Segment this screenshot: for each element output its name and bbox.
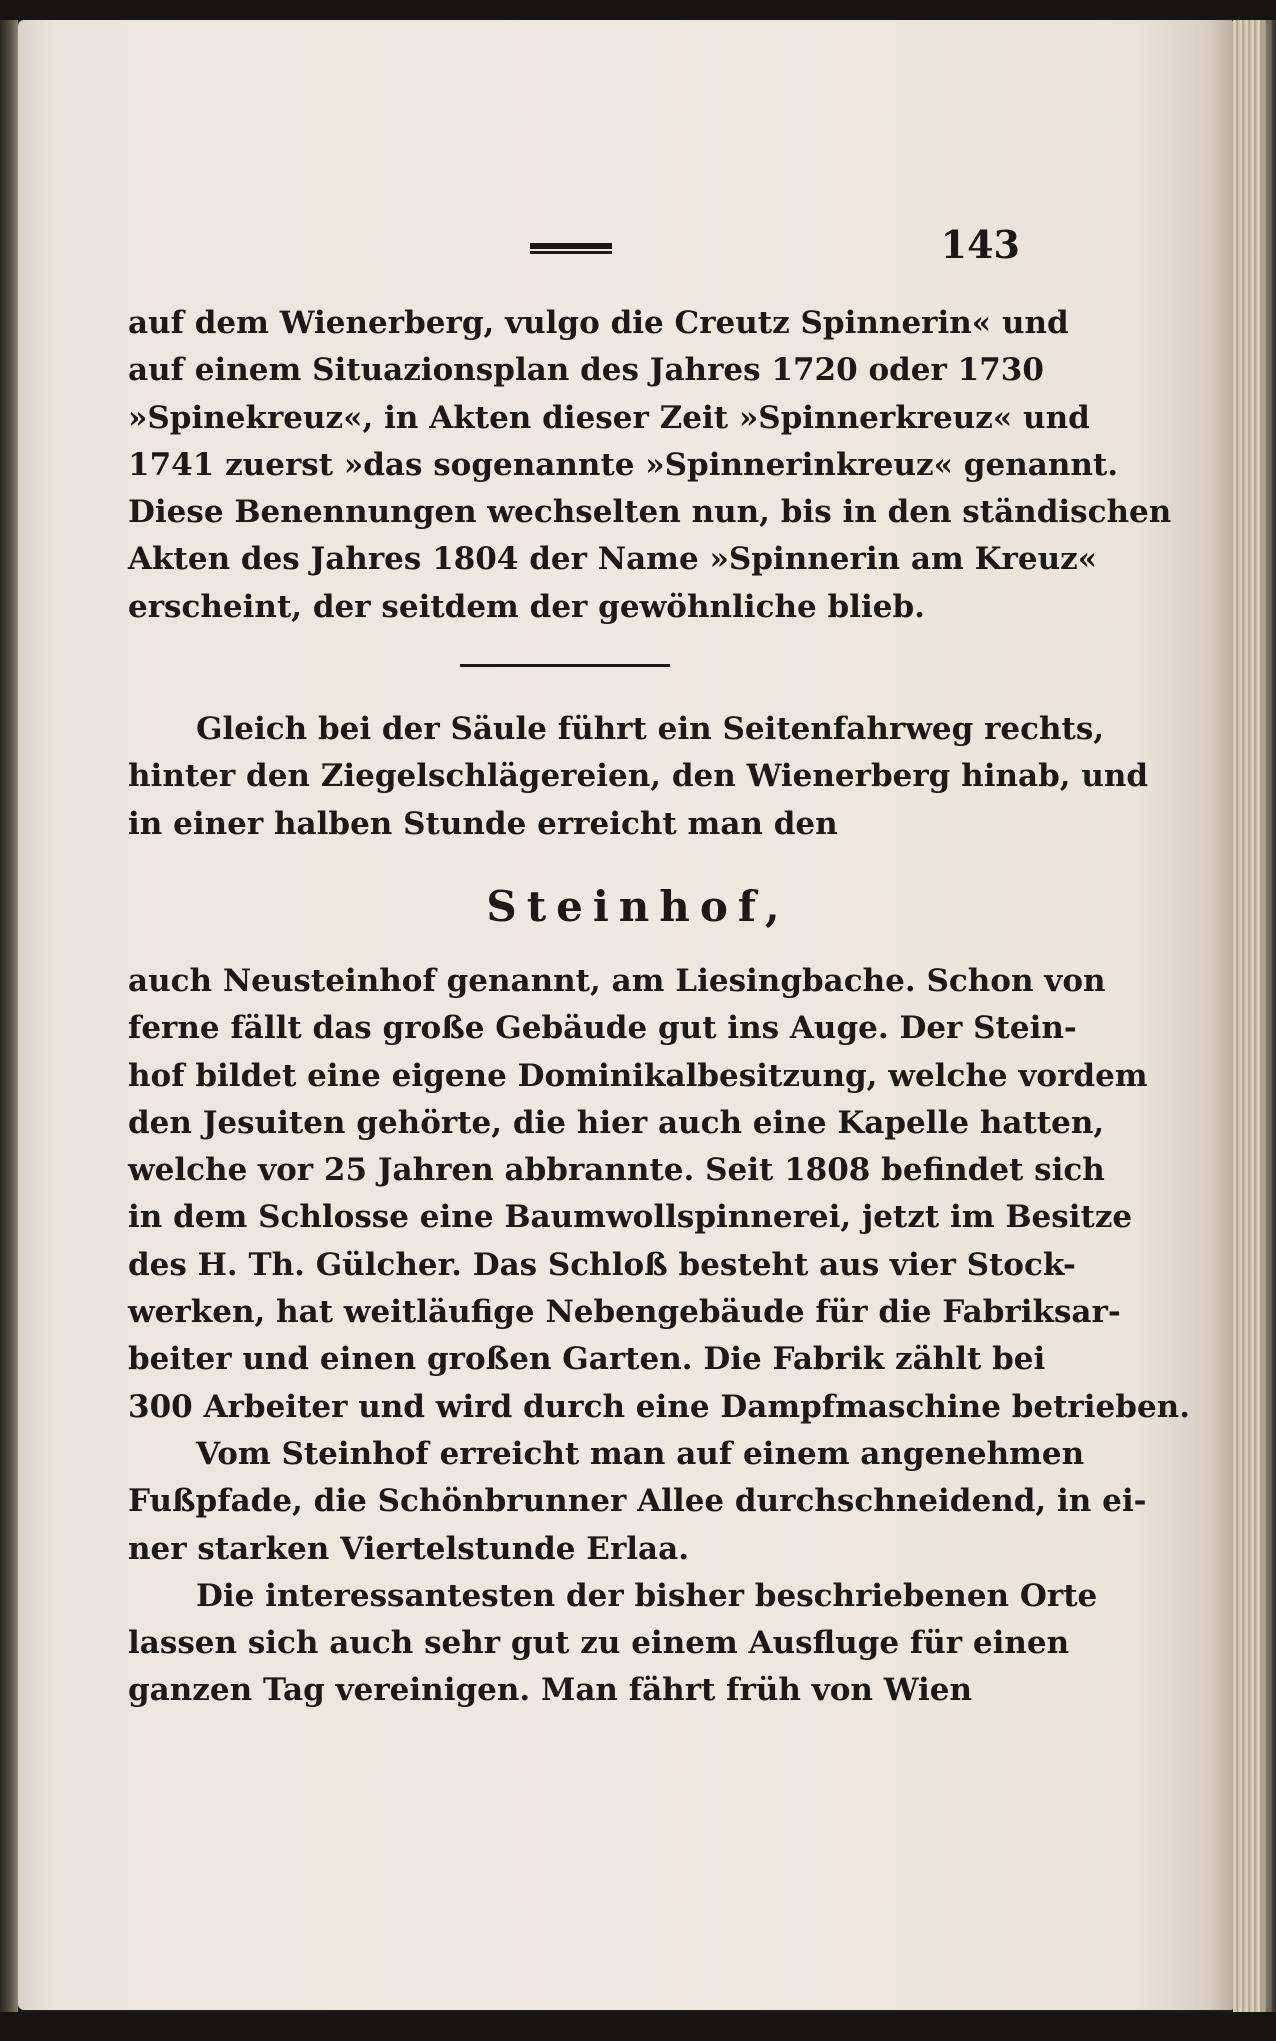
paragraph-spinnerin bbox=[128, 300, 1172, 631]
scan-top-edge bbox=[0, 0, 1276, 20]
text-line: welche vor 25 Jahren abbrannte. Seit 1808 befindet sich bbox=[128, 1152, 1105, 1189]
text-line: Gleich bei der Säule führt ein Seitenfahrweg rechts, bbox=[196, 711, 1105, 747]
paragraph-steinhof bbox=[128, 958, 1190, 1715]
page-number: 143 bbox=[940, 222, 1020, 267]
fore-edge-shadow bbox=[1260, 20, 1276, 2012]
text-line: auf dem Wienerberg, vulgo die Creutz Spinnerin« und bbox=[128, 305, 1069, 341]
text-line: lassen sich auch sehr gut zu einem Ausfluge für einen bbox=[128, 1625, 1070, 1662]
section-divider bbox=[460, 664, 670, 667]
text-line: werken, hat weitläufige Nebengebäude für die Fabriksar- bbox=[128, 1294, 1121, 1331]
text-line: in einer halben Stunde erreicht man den bbox=[128, 805, 838, 842]
text-line: hof bildet eine eigene Dominikalbesitzung, welche vordem bbox=[128, 1057, 1148, 1094]
text-line: Diese Benennungen wechselten nun, bis in den ständischen bbox=[128, 494, 1172, 531]
text-line: ner starken Viertelstunde Erlaa. bbox=[128, 1530, 690, 1567]
book-spine-edge bbox=[0, 20, 18, 2012]
text-line: erscheint, der seitdem der gewöhnliche blieb. bbox=[128, 588, 925, 625]
text-line: ferne fällt das große Gebäude gut ins Auge. Der Stein- bbox=[128, 1010, 1077, 1047]
text-line: Die interessantesten der bisher beschriebenen Orte bbox=[196, 1577, 1098, 1614]
section-heading: Steinhof, bbox=[486, 882, 790, 931]
text-line: in dem Schlosse eine Baumwollspinnerei, jetzt im Besitze bbox=[128, 1199, 1133, 1236]
scan-bottom-edge bbox=[0, 2012, 1276, 2041]
text-line: »Spinekreuz«, in Akten dieser Zeit »Spinnerkreuz« und bbox=[128, 399, 1090, 436]
text-line: Vom Steinhof erreicht man auf einem angenehmen bbox=[196, 1435, 1085, 1472]
text-line: den Jesuiten gehörte, die hier auch eine Kapelle hatten, bbox=[128, 1104, 1105, 1141]
text-line: 1741 zuerst »das sogenannte »Spinnerinkreuz« genannt. bbox=[128, 446, 1119, 483]
text-line: beiter und einen großen Garten. Die Fabrik zählt bei bbox=[128, 1341, 1046, 1378]
text-line: Fußpfade, die Schönbrunner Allee durchschneidend, in ei- bbox=[128, 1483, 1147, 1520]
text-line: hinter den Ziegelschlägereien, den Wienerberg hinab, und bbox=[128, 758, 1149, 795]
text-line: ganzen Tag vereinigen. Man fährt früh von Wien bbox=[128, 1672, 973, 1709]
running-header-rule bbox=[530, 243, 612, 254]
text-line: des H. Th. Gülcher. Das Schloß besteht aus vier Stock- bbox=[128, 1246, 1076, 1283]
text-line: Akten des Jahres 1804 der Name »Spinnerin am Kreuz« bbox=[128, 541, 1098, 578]
text-line: auch Neusteinhof genannt, am Liesingbache. Schon von bbox=[128, 963, 1106, 999]
paragraph-route bbox=[128, 706, 1149, 848]
text-line: auf einem Situazionsplan des Jahres 1720 oder 1730 bbox=[128, 352, 1044, 389]
text-line: 300 Arbeiter und wird durch eine Dampfmaschine betrieben. bbox=[128, 1388, 1190, 1425]
